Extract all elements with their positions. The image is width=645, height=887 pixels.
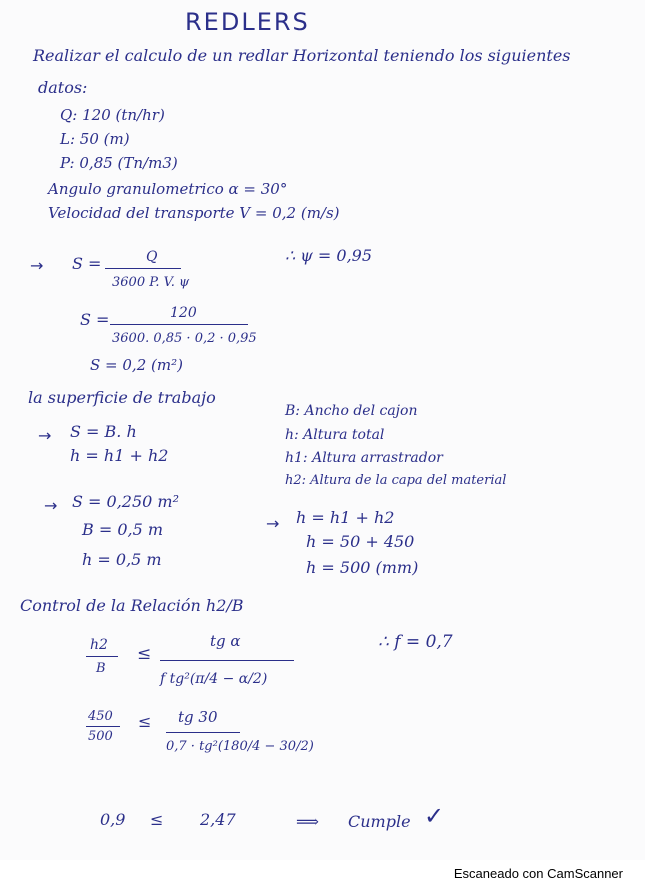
angle-line: Angulo granulometrico α = 30°: [48, 180, 288, 198]
h-sum-values: h = 50 + 450: [306, 532, 415, 551]
ineq1-rhs-denominator: f tg²(π/4 − α/2): [160, 671, 268, 687]
f-note: ∴ f = 0,7: [378, 632, 453, 652]
scanner-label: Escaneado con CamScanner: [453, 866, 623, 881]
h-eq: h = h1 + h2: [70, 446, 169, 465]
ineq1-lhs-denominator: B: [96, 661, 106, 676]
implies-arrow-icon: ⟹: [296, 812, 319, 831]
superficie-heading: la superficie de trabajo: [28, 388, 216, 407]
page-title: REDLERS: [185, 8, 310, 36]
final-result-text: Cumple: [348, 812, 411, 831]
definition-b: B: Ancho del cajon: [285, 403, 418, 419]
s-formula-numerator: Q: [146, 249, 158, 265]
s-formula-lhs: S =: [72, 254, 102, 273]
ineq1-rhs-numerator: tg α: [210, 632, 241, 650]
data-p: P: 0,85 (Tn/m3): [60, 154, 178, 172]
intro-line-2: datos:: [38, 78, 88, 97]
s-eq: S = B. h: [70, 422, 137, 441]
s-sub-numerator: 120: [170, 305, 197, 321]
velocity-line: Velocidad del transporte V = 0,2 (m/s): [48, 204, 340, 222]
b-value: B = 0,5 m: [82, 520, 164, 539]
fraction-bar: [86, 656, 118, 657]
control-heading: Control de la Relación h2/B: [20, 596, 244, 615]
fraction-bar: [105, 268, 181, 269]
ineq1-operator: ≤: [137, 644, 152, 664]
scanner-footer: [0, 860, 645, 887]
s-sub-lhs: S =: [80, 310, 110, 329]
ineq1-lhs-numerator: h2: [90, 637, 108, 653]
arrow-icon: →: [44, 496, 58, 515]
arrow-icon: →: [30, 256, 44, 275]
h-sum: h = h1 + h2: [296, 508, 395, 527]
ineq2-lhs-numerator: 450: [88, 709, 113, 724]
ineq2-rhs-denominator: 0,7 · tg²(180/4 − 30/2): [166, 739, 314, 754]
definition-h: h: Altura total: [285, 427, 385, 443]
s-sub-denominator: 3600. 0,85 · 0,2 · 0,95: [112, 331, 257, 346]
fraction-bar: [86, 726, 120, 727]
final-lhs: 0,9: [100, 810, 126, 829]
h-value: h = 0,5 m: [82, 550, 162, 569]
final-operator: ≤: [150, 810, 164, 829]
s-result: S = 0,2 (m²): [90, 356, 183, 374]
fraction-bar: [160, 660, 294, 661]
data-q: Q: 120 (tn/hr): [60, 106, 165, 124]
s-formula-denominator: 3600 P. V. ψ: [112, 275, 190, 290]
arrow-icon: →: [266, 514, 280, 533]
psi-note: ∴ ψ = 0,95: [285, 246, 373, 265]
intro-line-1: Realizar el calculo de un redlar Horizontal teniendo los siguientes: [33, 46, 571, 65]
ineq2-lhs-denominator: 500: [88, 729, 113, 744]
definition-h1: h1: Altura arrastrador: [285, 450, 443, 466]
ineq2-operator: ≤: [138, 712, 152, 731]
checkmark-icon: ✓: [424, 802, 445, 830]
fraction-bar: [166, 732, 240, 733]
ineq2-rhs-numerator: tg 30: [178, 708, 218, 726]
definition-h2: h2: Altura de la capa del material: [285, 473, 507, 488]
s-value: S = 0,250 m²: [72, 492, 180, 511]
data-l: L: 50 (m): [60, 130, 130, 148]
fraction-bar: [110, 324, 248, 325]
arrow-icon: →: [38, 426, 52, 445]
final-rhs: 2,47: [200, 810, 236, 829]
h-total: h = 500 (mm): [306, 558, 419, 577]
